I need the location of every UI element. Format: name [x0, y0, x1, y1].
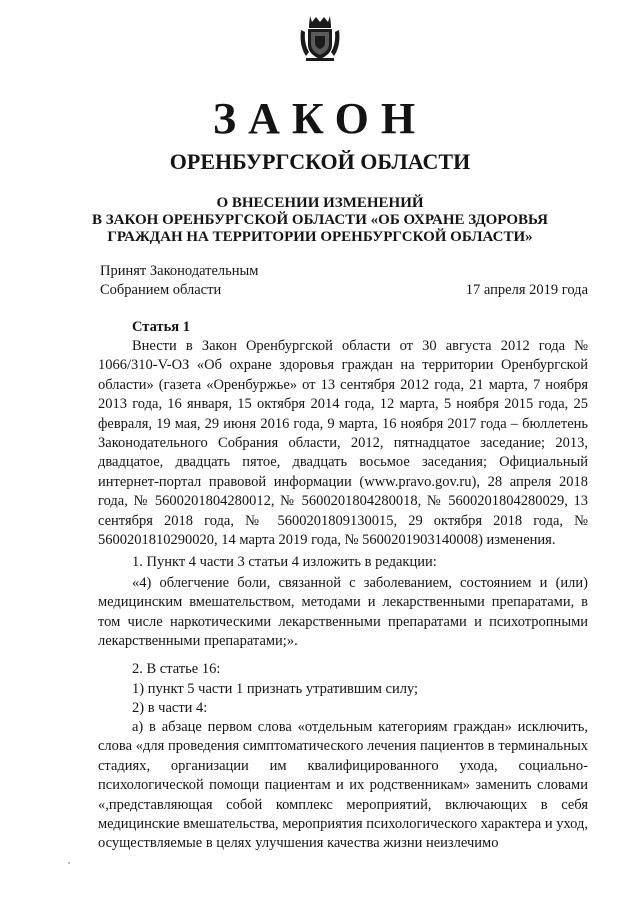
document-subtitle: [60, 195, 580, 246]
item-1-quote-paragraph: «4) облегчение боли, связанной с заболеванием, состоянием и (или) медицинским вмешательством, методами и лекарственными препаратами, в том числе наркотическими лекарственными препаратами и психотропными лекарственными препаратами;».: [98, 575, 588, 650]
scan-speck: [68, 862, 70, 864]
article-title: Статья 1: [132, 319, 190, 335]
coat-of-arms-icon: [297, 12, 343, 62]
item-2-2-paragraph: 2) в части 4:: [132, 700, 208, 716]
adoption-line: Собранием области: [100, 282, 222, 298]
subtitle-line: В ЗАКОН ОРЕНБУРГСКОЙ ОБЛАСТИ «ОБ ОХРАНЕ ЗДОРОВЬЯ: [92, 212, 548, 228]
document-title: ЗАКОН: [212, 94, 428, 143]
document-region: ОРЕНБУРГСКОЙ ОБЛАСТИ: [169, 149, 471, 174]
adoption-date: 17 апреля 2019 года: [465, 282, 588, 298]
subtitle-line: О ВНЕСЕНИИ ИЗМЕНЕНИЙ: [216, 195, 424, 211]
item-2-paragraph: 2. В статье 16:: [132, 661, 221, 677]
item-2-1-paragraph: 1) пункт 5 части 1 признать утратившим силу;: [132, 681, 419, 697]
adoption-line: Принят Законодательным: [100, 263, 259, 279]
item-1-paragraph: 1. Пункт 4 части 3 статьи 4 изложить в редакции:: [132, 554, 437, 570]
item-2-2a-paragraph: а) в абзаце первом слова «отдельным категориям граждан» исключить, слова «для проведения симптоматического лечения пациентов в терминальных стадиях, организации им квалифицированного ухода, социально-психологической помощи пациентам и их родственникам» заменить словами «,представляющая собой комплекс мероприятий, включающих в себя медицинские вмешательства, мероприятия психологического характера и уход, осуществляемые в целях улучшения качества жизни неизлечимо: [98, 719, 588, 852]
subtitle-line: ГРАЖДАН НА ТЕРРИТОРИИ ОРЕНБУРГСКОЙ ОБЛАСТИ»: [107, 229, 533, 245]
adoption-body: [100, 262, 258, 300]
article-intro-paragraph: Внести в Закон Оренбургской области от 30 августа 2012 года № 1066/310-V-ОЗ «Об охране здоровья граждан на территории Оренбургской области» (газета «Оренбуржье» от 13 сентября 2012 года, 21 марта, 7 ноября 2013 года, 16 января, 15 октября 2014 года, 12 марта, 5 ноября 2015 года, 25 февраля, 19 мая, 29 июня 2016 года, 9 марта, 16 ноября 2017 года – бюллетень Законодательного Собрания области, 2012, пятнадцатое заседание; 2013, двадцатое, двадцать пятое, двадцать восьмое заседания; Официальный интернет-портал правовой информации (www.pravo.gov.ru), 28 апреля 2018 года, № 5600201804280012, № 5600201804280018, № 5600201804280029, 13 сентября 2018 года, № 5600201809130015, 29 октября 2018 года, № 5600201810290020, 14 марта 2019 года, № 5600201903140008) изменения.: [98, 338, 588, 549]
